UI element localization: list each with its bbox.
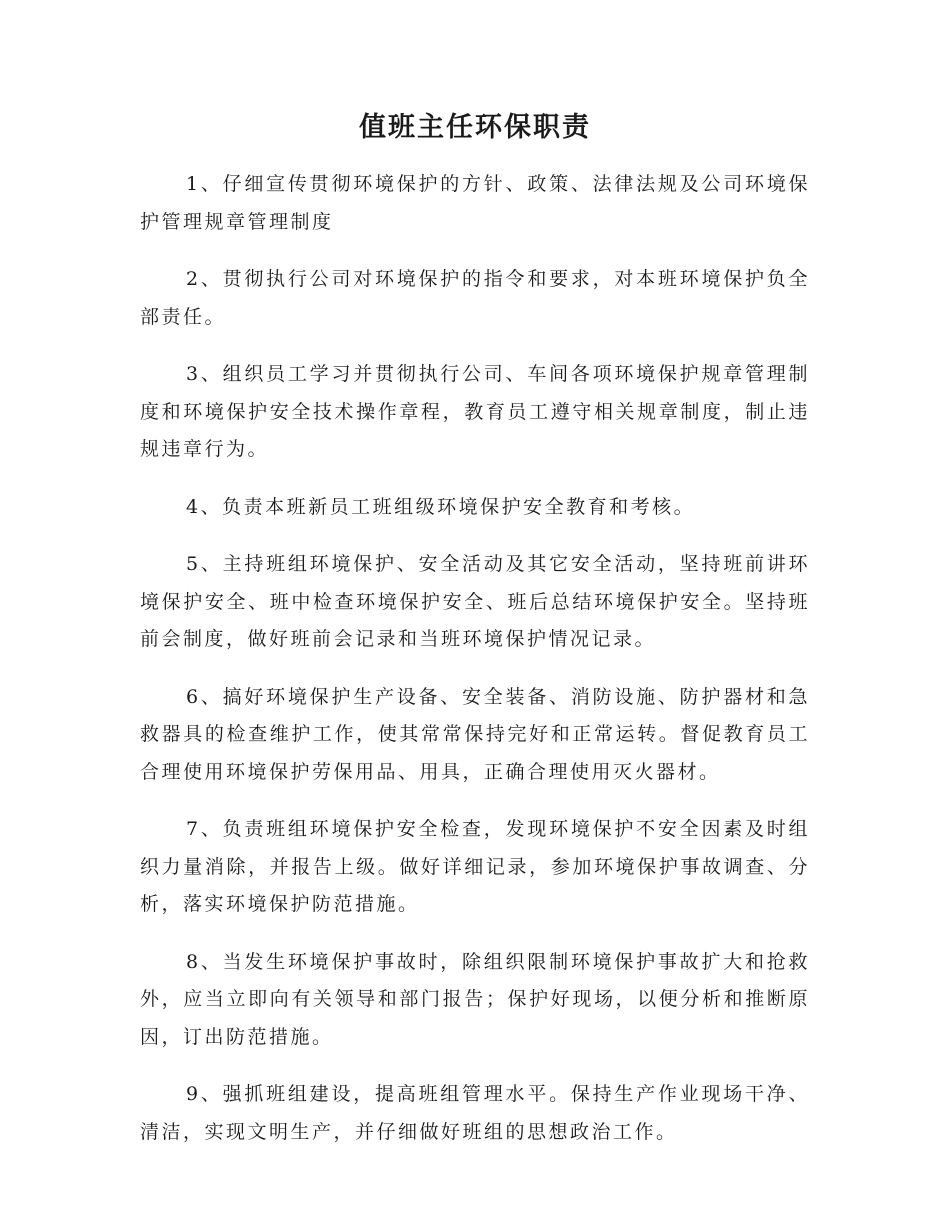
paragraph-5: 5、主持班组环境保护、安全活动及其它安全活动，坚持班前讲环境保护安全、班中检查环境保护安全、班后总结环境保护安全。坚持班前会制度，做好班前会记录和当班环境保护情况记录。 — [140, 553, 810, 650]
paragraph-9: 9、强抓班组建设，提高班组管理水平。保持生产作业现场干净、清洁，实现文明生产，并仔细做好班组的思想政治工作。 — [140, 1083, 810, 1143]
paragraph-4: 4、负责本班新员工班组级环境保护安全教育和考核。 — [186, 495, 696, 518]
page-title: 值班主任环保职责 — [359, 112, 591, 143]
paragraph-6: 6、搞好环境保护生产设备、安全装备、消防设施、防护器材和急救器具的检查维护工作，使其常常保持完好和正常运转。督促教育员工合理使用环境保护劳保用品、用具，正确合理使用灭火器材。 — [140, 685, 810, 783]
paragraph-3: 3、组织员工学习并贯彻执行公司、车间各项环境保护规章管理制度和环境保护安全技术操作章程，教育员工遵守相关规章制度，制止违规违章行为。 — [140, 363, 810, 460]
paragraph-1: 1、仔细宣传贯彻环境保护的方针、政策、法律法规及公司环境保护管理规章管理制度 — [140, 173, 810, 233]
paragraph-2: 2、贯彻执行公司对环境保护的指令和要求，对本班环境保护负全部责任。 — [140, 268, 810, 328]
paragraph-8: 8、当发生环境保护事故时，除组织限制环境保护事故扩大和抢救外，应当立即向有关领导和部门报告；保护好现场，以便分析和推断原因，订出防范措施。 — [140, 950, 810, 1048]
document-body — [140, 166, 810, 1171]
paragraph-7: 7、负责班组环境保护安全检查，发现环境保护不安全因素及时组织力量消除，并报告上级。做好详细记录，参加环境保护事故调查、分析，落实环境保护防范措施。 — [140, 818, 810, 915]
